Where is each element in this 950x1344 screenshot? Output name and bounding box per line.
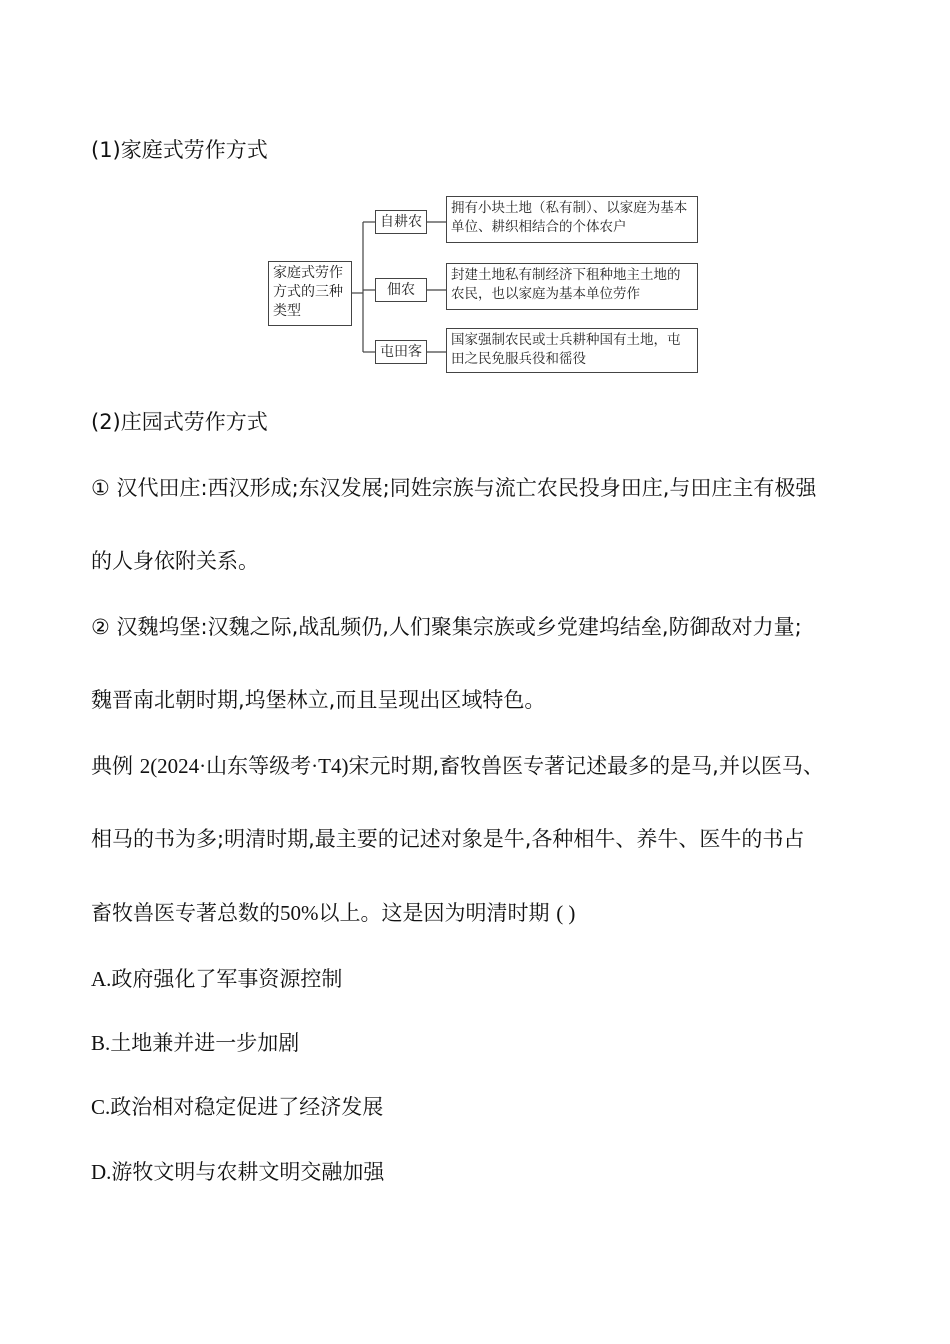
example-text: 畜牧兽医专著总数的 (91, 901, 280, 925)
paragraph-text: ① 汉代田庄:西汉形成;东汉发展;同姓宗族与流亡农民投身田庄,与田庄主有极强 (91, 476, 817, 500)
paragraph-text: ② 汉魏坞堡:汉魏之际,战乱频仍,人们聚集宗族或乡党建坞结垒,防御敌对力量; (91, 615, 802, 639)
diagram-root-label: 家庭式劳作方式的三种类型 (273, 265, 343, 319)
option-letter: B. (91, 1031, 111, 1055)
diagram-branch-zigengnong (375, 210, 427, 234)
paragraph-wubao-line2 (91, 690, 545, 711)
example-text: 以上。这是因为明清时期 (318, 901, 550, 925)
example-percent: 50% (280, 901, 319, 925)
branch-label: 自耕农 (380, 214, 422, 230)
branch-desc: 国家强制农民或士兵耕种国有土地，屯田之民免服兵役和徭役 (451, 332, 681, 367)
option-d (91, 1162, 384, 1183)
example-question-line3 (91, 903, 575, 924)
paragraph-text: 魏晋南北朝时期,坞堡林立,而且呈现出区域特色。 (91, 688, 546, 712)
paragraph-wubao-line1 (91, 617, 802, 638)
option-text: 游牧文明与农耕文明交融加强 (111, 1160, 385, 1184)
paragraph-text: 的人身依附关系。 (91, 549, 259, 573)
option-b (91, 1033, 299, 1054)
option-a (91, 969, 342, 990)
option-text: 政府强化了军事资源控制 (111, 967, 343, 991)
diagram-desc-diannong (446, 263, 698, 310)
example-question-line1 (91, 756, 824, 777)
section-2-heading-text: (2)庄园式劳作方式 (91, 410, 268, 434)
branch-desc: 拥有小块土地（私有制）、以家庭为基本单位、耕织相结合的个体农户 (451, 200, 688, 235)
example-text: 宋元时期,畜牧兽医专著记述最多的是马,并以医马、 (348, 754, 824, 778)
option-letter: D. (91, 1160, 112, 1184)
branch-label: 佃农 (387, 282, 415, 298)
branch-desc: 封建土地私有制经济下租种地主土地的农民，也以家庭为基本单位劳作 (451, 267, 681, 302)
option-letter: A. (91, 967, 112, 991)
paragraph-han-tianzhuang-line1 (91, 478, 816, 499)
option-text: 政治相对稳定促进了经济发展 (110, 1095, 384, 1119)
example-label: 典例 (91, 754, 133, 778)
diagram-branch-diannong (375, 278, 427, 302)
option-text: 土地兼并进一步加剧 (110, 1031, 300, 1055)
diagram-desc-tuntianke (446, 328, 698, 373)
answer-blank: ( ) (556, 901, 576, 925)
example-question-line2 (91, 829, 804, 850)
paragraph-han-tianzhuang-line2 (91, 551, 259, 572)
section-2-heading (91, 412, 268, 433)
example-text: 相马的书为多;明清时期,最主要的记述对象是牛,各种相牛、养牛、医牛的书占 (91, 827, 805, 851)
diagram-branch-tuntianke (375, 340, 427, 364)
example-source: 2(2024·山东等级考·T4) (139, 754, 349, 778)
branch-label: 屯田客 (380, 344, 422, 360)
section-1-heading-text: (1)家庭式劳作方式 (91, 138, 268, 162)
option-c (91, 1097, 383, 1118)
diagram-root-box (268, 261, 352, 326)
diagram-desc-zigengnong (446, 196, 698, 243)
option-letter: C. (91, 1095, 111, 1119)
